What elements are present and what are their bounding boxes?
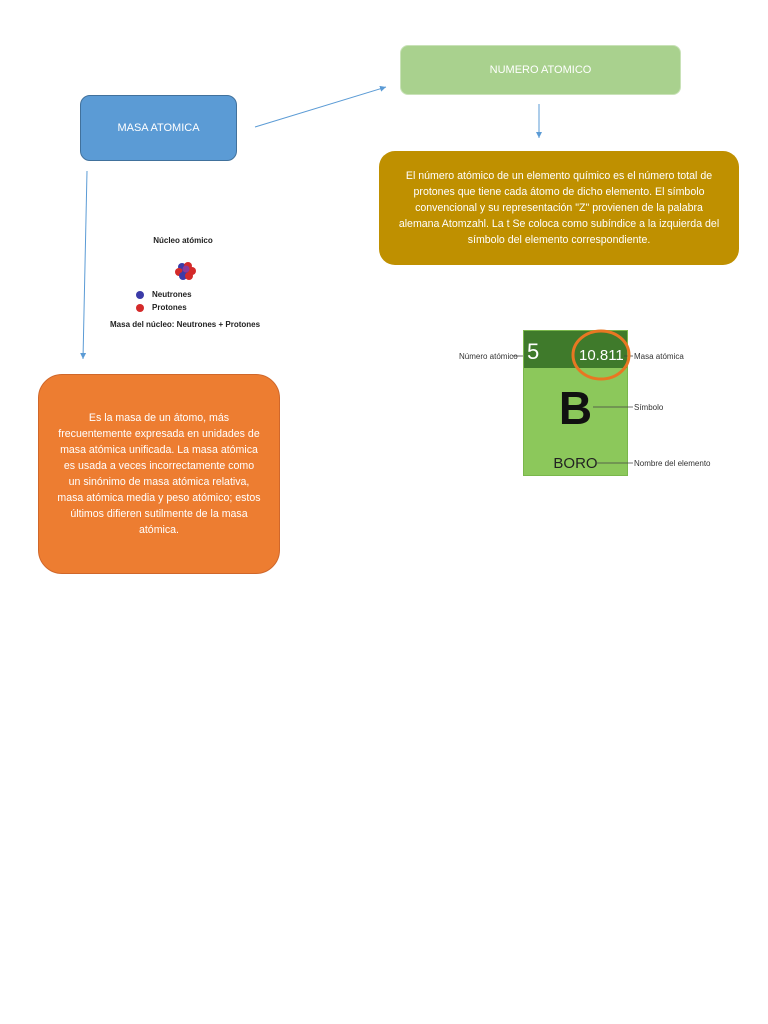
highlight-circle-icon — [573, 331, 629, 379]
masa-atomica-title: MASA ATOMICA — [117, 122, 200, 134]
legend-protones-label: Protones — [152, 303, 187, 312]
nucleus-formula: Masa del núcleo: Neutrones + Protones — [110, 320, 261, 329]
masa-atomica-description: Es la masa de un átomo, más frecuentemente expresada en unidades de masa atómica unificada. La masa atómica es usada a veces incorrectamente como un sinónimo de masa atómica relativa, masa atómica media y peso atómico; estos últimos difieren sutilmente de la masa atómica. — [57, 412, 261, 536]
annotation-nombre-elemento: Nombre del elemento — [634, 459, 711, 468]
numero-atomico-description: El número atómico de un elemento químico es el número total de protones que tiene cada átomo de dicho elemento. El símbolo convencional y su representación "Z" provienen de la palabra alemana Atomzahl. La t Se coloca como subíndice a la izquierda del símbolo del elemento correspondiente. — [398, 170, 720, 246]
element-name: BORO — [553, 455, 598, 472]
legend-neutrones-label: Neutrones — [152, 290, 192, 299]
nucleus-figure-title: Núcleo atómico — [153, 236, 213, 245]
annotation-masa-atomica: Masa atómica — [634, 352, 684, 361]
annotation-numero-atomico: Número atómico — [459, 352, 518, 361]
numero-atomico-title: NUMERO ATOMICO — [489, 64, 592, 76]
element-atomic-mass: 10.811 — [579, 347, 624, 364]
annotation-simbolo: Símbolo — [634, 403, 664, 412]
element-symbol: B — [558, 382, 593, 434]
element-atomic-number: 5 — [527, 339, 540, 364]
